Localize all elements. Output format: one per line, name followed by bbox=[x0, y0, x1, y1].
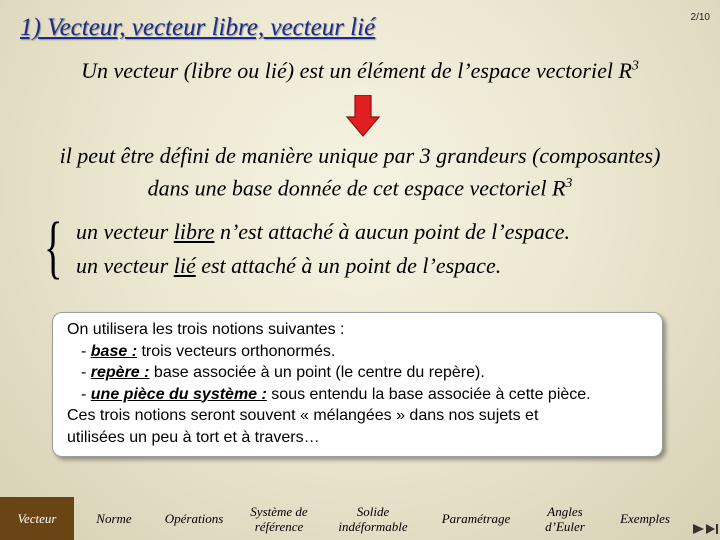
notion-base-dash: - bbox=[81, 342, 91, 360]
notion-repere-dash: - bbox=[81, 364, 91, 381]
intro-text: Un vecteur (libre ou lié) est un élément de l’espace vectoriel R bbox=[81, 58, 632, 83]
notion-piece bbox=[67, 384, 662, 406]
definition-superscript: 3 bbox=[565, 176, 573, 191]
bottom-navigation bbox=[0, 497, 720, 540]
notion-piece-term: une pièce du système : bbox=[90, 385, 267, 403]
nav-angles-line-2: d’Euler bbox=[545, 518, 585, 534]
notions-intro: On utilisera les trois notions suivantes : bbox=[67, 321, 345, 338]
nav-parametrage[interactable]: Paramétrage bbox=[441, 511, 511, 526]
nav-norme[interactable]: Norme bbox=[96, 511, 132, 526]
notion-repere-text: base associée à un point (le centre du repère). bbox=[149, 364, 485, 381]
bullet-libre-pre: un vecteur bbox=[76, 219, 174, 244]
bullet-libre-post: n’est attaché à aucun point de l’espace. bbox=[214, 219, 571, 244]
nav-solide-indeformable[interactable] bbox=[324, 504, 422, 534]
nav-solide-line-2: indéformable bbox=[338, 518, 408, 534]
notion-repere bbox=[67, 362, 662, 384]
nav-angles-d-euler[interactable] bbox=[530, 504, 600, 534]
term-libre: libre bbox=[173, 219, 215, 244]
left-brace-icon: { bbox=[44, 209, 63, 286]
notion-repere-term: repère : bbox=[90, 364, 150, 381]
notion-piece-text: sous entendu la base associée à cette pièce. bbox=[266, 385, 591, 403]
notions-outro-1: Ces trois notions seront souvent « mélangées » dans nos sujets et bbox=[67, 407, 539, 424]
nav-systeme-line-2: référence bbox=[254, 518, 304, 534]
nav-vecteur[interactable]: Vecteur bbox=[0, 497, 74, 540]
slide-title: 1) Vecteur, vecteur libre, vecteur lié bbox=[20, 14, 376, 41]
notion-base bbox=[67, 341, 662, 363]
notion-base-term: base : bbox=[90, 342, 138, 360]
term-lie: lié bbox=[173, 253, 196, 278]
nav-operations[interactable]: Opérations bbox=[164, 511, 224, 526]
nav-systeme-line-1: Système de bbox=[250, 503, 308, 519]
bullet-vecteur-libre bbox=[76, 219, 570, 245]
notions-box bbox=[52, 312, 663, 457]
intro-superscript: 3 bbox=[631, 58, 639, 74]
notion-piece-dash: - bbox=[81, 385, 91, 403]
down-arrow-icon bbox=[346, 95, 380, 137]
definition-line-1: il peut être défini de manière unique par 3 grandeurs (composantes) bbox=[59, 143, 661, 168]
nav-systeme-de-reference[interactable] bbox=[234, 504, 324, 534]
bullet-vecteur-lie bbox=[76, 253, 501, 279]
last-slide-icon[interactable] bbox=[706, 524, 718, 534]
nav-exemples[interactable]: Exemples bbox=[620, 511, 670, 526]
bullet-lie-pre: un vecteur bbox=[76, 253, 174, 278]
definition-line-2 bbox=[0, 170, 720, 202]
notions-outro-2: utilisées un peu à tort et à travers… bbox=[67, 428, 320, 446]
nav-solide-line-1: Solide bbox=[356, 503, 390, 519]
bullet-lie-post: est attaché à un point de l’espace. bbox=[195, 253, 502, 278]
next-slide-icon[interactable] bbox=[693, 524, 704, 534]
intro-sentence bbox=[0, 58, 720, 84]
nav-angles-line-1: Angles bbox=[547, 503, 583, 519]
definition-paragraph bbox=[0, 142, 720, 202]
notion-base-text: trois vecteurs orthonormés. bbox=[137, 342, 336, 360]
page-number: 2/10 bbox=[690, 12, 710, 23]
definition-line-2-text: dans une base donnée de cet espace vectoriel R bbox=[147, 175, 566, 201]
